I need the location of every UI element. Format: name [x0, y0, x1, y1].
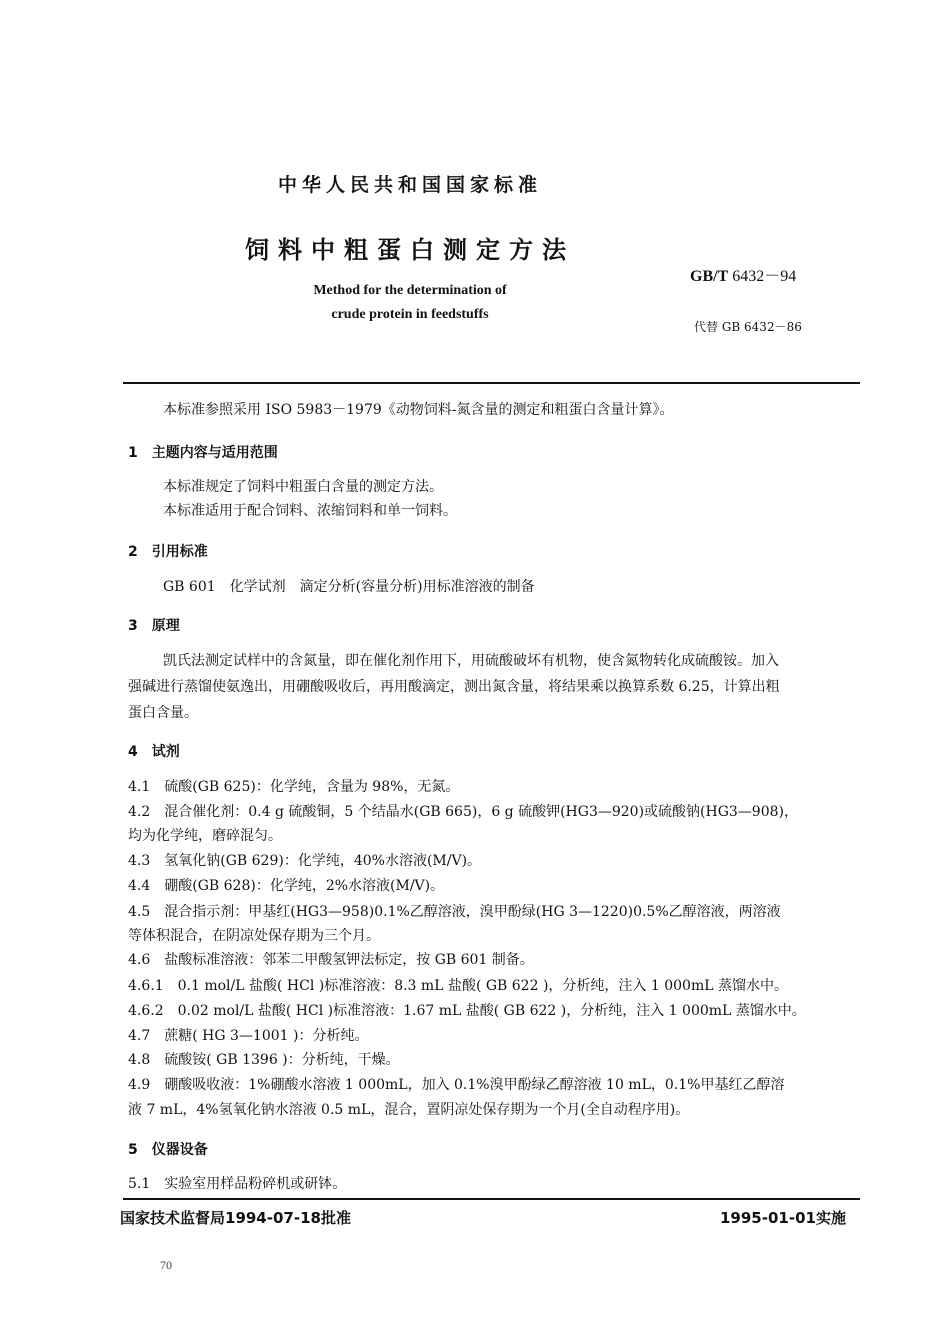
item-4-2-line-2: 均为化学纯，磨碎混匀。: [128, 828, 282, 844]
section-3-line-2: 强碱进行蒸馏使氨逸出，用硼酸吸收后，再用酸滴定，测出氮含量，将结果乘以换算系数 6.25，计算出粗: [128, 679, 780, 695]
item-4-7: 4.7 蔗糖( HG 3—1001 )：分析纯。: [128, 1028, 369, 1044]
section-5-heading: 5 仪器设备: [128, 1142, 208, 1158]
section-1-paragraph-1: 本标准规定了饲料中粗蛋白含量的测定方法。: [163, 479, 443, 495]
section-2-reference: GB 601 化学试剂 滴定分析(容量分析)用标准溶液的制备: [163, 579, 535, 595]
standard-number: 6432－94: [732, 268, 797, 285]
section-3-line-1: 凯氏法测定试样中的含氮量，即在催化剂作用下，用硫酸破坏有机物，使含氮物转化成硫酸铵。加入: [163, 653, 779, 669]
footer-divider: [123, 1198, 860, 1200]
item-4-5-line-1: 4.5 混合指示剂：甲基红(HG3—958)0.1%乙醇溶液，溴甲酚绿(HG 3—1220)0.5%乙醇溶液，两溶液: [128, 904, 781, 920]
item-4-2-line-1: 4.2 混合催化剂：0.4 g 硫酸铜，5 个结晶水(GB 665)，6 g 硫酸钾(HG3—920)或硫酸钠(HG3—908)，: [128, 804, 798, 820]
section-3-heading: 3 原理: [128, 618, 180, 634]
item-5-1: 5.1 实验室用样品粉碎机或研钵。: [128, 1176, 347, 1192]
section-4-heading: 4 试剂: [128, 744, 180, 760]
document-title-en-line2: crude protein in feedstuffs: [331, 307, 489, 322]
intro-paragraph: 本标准参照采用 ISO 5983－1979《动物饲料-氮含量的测定和粗蛋白含量计算》。: [163, 402, 674, 418]
item-4-3: 4.3 氢氧化钠(GB 629)：化学纯，40%水溶液(M/V)。: [128, 853, 482, 869]
section-2-heading: 2 引用标准: [128, 544, 208, 560]
document-title-cn: 饲料中粗蛋白测定方法: [245, 236, 575, 264]
page-number: 70: [160, 1258, 172, 1272]
item-4-6: 4.6 盐酸标准溶液：邻苯二甲酸氢钾法标定，按 GB 601 制备。: [128, 952, 534, 968]
national-standard-title: 中华人民共和国国家标准: [277, 174, 542, 196]
replaces-standard: 代替 GB 6432－86: [694, 320, 802, 334]
header-divider: [123, 382, 860, 384]
item-4-6-1: 4.6.1 0.1 mol/L 盐酸( HCl )标准溶液：8.3 mL 盐酸( GB 622 )，分析纯，注入 1 000mL 蒸馏水中。: [128, 978, 788, 994]
standard-code: [690, 263, 796, 286]
item-4-8: 4.8 硫酸铵( GB 1396 )：分析纯，干燥。: [128, 1052, 400, 1068]
section-1-heading: 1 主题内容与适用范围: [128, 445, 278, 461]
effective-date: 1995-01-01实施: [720, 1209, 846, 1227]
item-4-1: 4.1 硫酸(GB 625)：化学纯，含量为 98%，无氮。: [128, 779, 460, 795]
section-1-paragraph-2: 本标准适用于配合饲料、浓缩饲料和单一饲料。: [163, 503, 457, 519]
item-4-9-line-1: 4.9 硼酸吸收液：1%硼酸水溶液 1 000mL，加入 0.1%溴甲酚绿乙醇溶液 10 mL，0.1%甲基红乙醇溶: [128, 1077, 785, 1093]
document-title-en-line1: Method for the determination of: [313, 283, 507, 298]
standard-prefix: GB/T: [690, 268, 729, 285]
item-4-6-2: 4.6.2 0.02 mol/L 盐酸( HCl )标准溶液：1.67 mL 盐酸( GB 622 )，分析纯，注入 1 000mL 蒸馏水中。: [128, 1003, 806, 1019]
item-4-4: 4.4 硼酸(GB 628)：化学纯，2%水溶液(M/V)。: [128, 878, 445, 894]
approval-date: 国家技术监督局1994-07-18批准: [120, 1209, 351, 1227]
item-4-5-line-2: 等体积混合，在阴凉处保存期为三个月。: [128, 928, 380, 944]
section-3-line-3: 蛋白含量。: [128, 705, 198, 721]
item-4-9-line-2: 液 7 mL，4%氢氧化钠水溶液 0.5 mL，混合，置阴凉处保存期为一个月(全自动程序用)。: [128, 1102, 690, 1118]
